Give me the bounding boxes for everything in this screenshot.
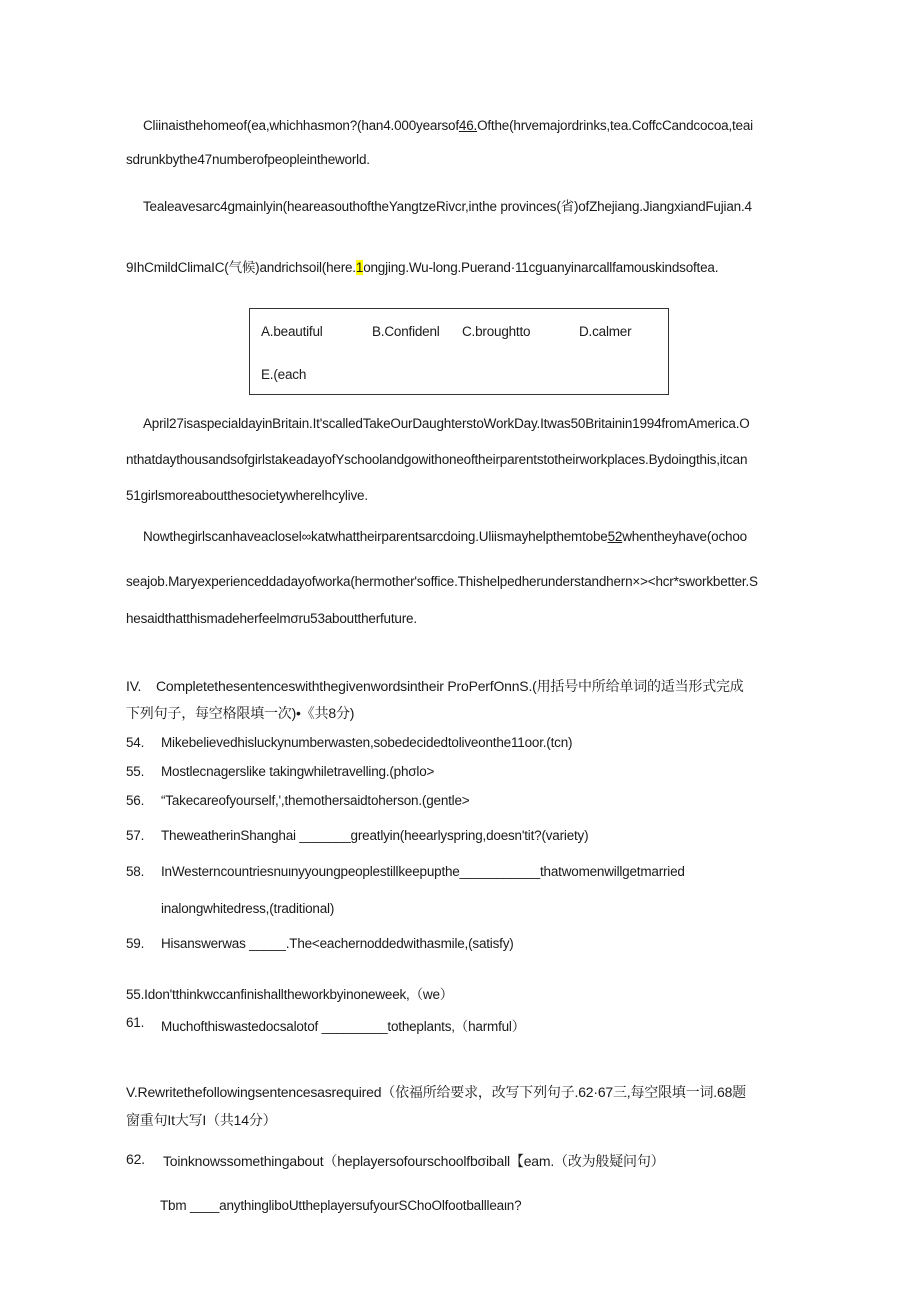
section5-heading-cont: 窗重句It大写I（共14分） — [126, 1112, 277, 1128]
passage2-line6: hesaidthatthismadeherfeelmσru53abouttherfuture. — [126, 611, 417, 626]
passage2-line4 — [143, 529, 747, 544]
passage1-line1 — [143, 118, 753, 133]
option-e: E.(each — [261, 367, 307, 382]
item-57-number: 57. — [126, 828, 145, 843]
item-54-text: Mikebelievedhisluckynumberwasten,sobedecidedtoliveonthe11oor.(tcn) — [161, 735, 573, 750]
word-options-box — [249, 308, 669, 395]
item-58-number: 58. — [126, 864, 145, 879]
option-b: B.Confidenl — [372, 324, 440, 339]
passage2-line2: nthatdaythousandsofgirlstakeadayofYschoolandgowithoneoftheirparentstotheirworkplaces.Bydoingthis,itcan — [126, 452, 748, 467]
blank-52: 52 — [607, 529, 623, 544]
item-56-number: 56. — [126, 793, 145, 808]
item-60: 55.Idon'tthinkwccanfinishalltheworkbyinoneweek,（we） — [126, 987, 454, 1002]
item-61-text: Muchofthiswastedocsalotof _________totheplants,（harmful） — [161, 1019, 526, 1034]
passage1-line2: sdrunkbythe47numberofpeopleintheworld. — [126, 152, 370, 167]
item-62-answer: Tbm ____anythinglibοUttheplayersufyourSChoOlfootballleaιn? — [160, 1198, 522, 1213]
section4-heading: IV. Completethesentenceswiththegivenwordsintheir ProPerfOnnS.(用括号中所给单词的适当形式完成 — [126, 678, 744, 694]
item-58-text-cont: inalongwhitedress,(traditional) — [161, 901, 335, 916]
option-d: D.calmer — [579, 324, 632, 339]
passage1-text: ongjing.Wu-long.Puerand·11cguanyinarcallfamouskindsoftea. — [363, 260, 719, 275]
item-61-number: 61. — [126, 1015, 145, 1030]
passage2-text: whentheyhave(ochoo — [622, 529, 747, 544]
item-57-text: TheweatherinShanghai _______greatlyin(heearlyspring,doesn'tit?(variety) — [161, 828, 589, 843]
item-62-text: Toinknowssomethingabout（heplayersofourschoolfbσiball【eam.（改为般疑问句） — [163, 1153, 665, 1169]
item-59-number: 59. — [126, 936, 145, 951]
passage2-line5: seajob.Maryexperienceddadayofworka(hermother'soffice.Thishelpedherunderstandhern×><hcr*sworkbetter.S — [126, 574, 758, 589]
item-62-number: 62. — [126, 1151, 145, 1167]
highlighted-blank: 1 — [355, 260, 364, 275]
item-59-text: Hisanswerwas _____.The<eachernoddedwithasmile,(satisfy) — [161, 936, 514, 951]
item-55-text: Mostlecnagerslike takingwhiletravelling.(phσlo> — [161, 764, 435, 779]
item-56-text: “Takecareofyourself,',themothersaidtoherson.(gentle> — [161, 793, 470, 808]
item-55-number: 55. — [126, 764, 145, 779]
item-58-text: InWesterncountriesnuιnyyoungpeoplestillkeepupthe___________thatwomenwillgetmarried — [161, 864, 685, 879]
option-c: C.broughtto — [462, 324, 531, 339]
section4-heading-cont: 下列句子，每空格限填一次)•《共8分) — [126, 705, 355, 721]
passage1-line3: Tealeavesarc4gmainlyin(heareasouthoftheYangtzeRivcr,inthe provinces(省)ofZhejiang.JiangxiandFujian.4 — [143, 199, 752, 214]
item-54-number: 54. — [126, 735, 145, 750]
passage1-text: Cliinaisthehomeof(ea,whichhasmon?(han4.000yearsof — [143, 118, 459, 133]
passage1-text: Ofthe(hrvemajordrinks,tea.CoffcCandcocoa,teai — [477, 118, 753, 133]
passage2-line1: April27isaspecialdayinBritain.It'scalledTakeOurDaughterstoWorkDay.Itwas50Britainin1994fromAmerica.O — [143, 416, 750, 431]
section5-heading: V.Rewritethefollowingsentencesasrequired（依福所给要求，改写下列句子.62·67三,每空限填一词.68题 — [126, 1084, 746, 1100]
passage2-text: Nowthegirlscanhaveaclosel∞katwhattheirparentsarcdoing.Uliismayhelpthemtobe — [143, 529, 608, 544]
option-a: A.beautiful — [261, 324, 323, 339]
passage1-text: 9IhCmildClimaIC(气候)andrichsoil(here. — [126, 260, 356, 275]
blank-46: 46. — [458, 118, 478, 133]
passage2-line3: 51girlsmoreaboutthesocietywherelhcylive. — [126, 488, 368, 503]
passage1-line4 — [126, 256, 718, 276]
